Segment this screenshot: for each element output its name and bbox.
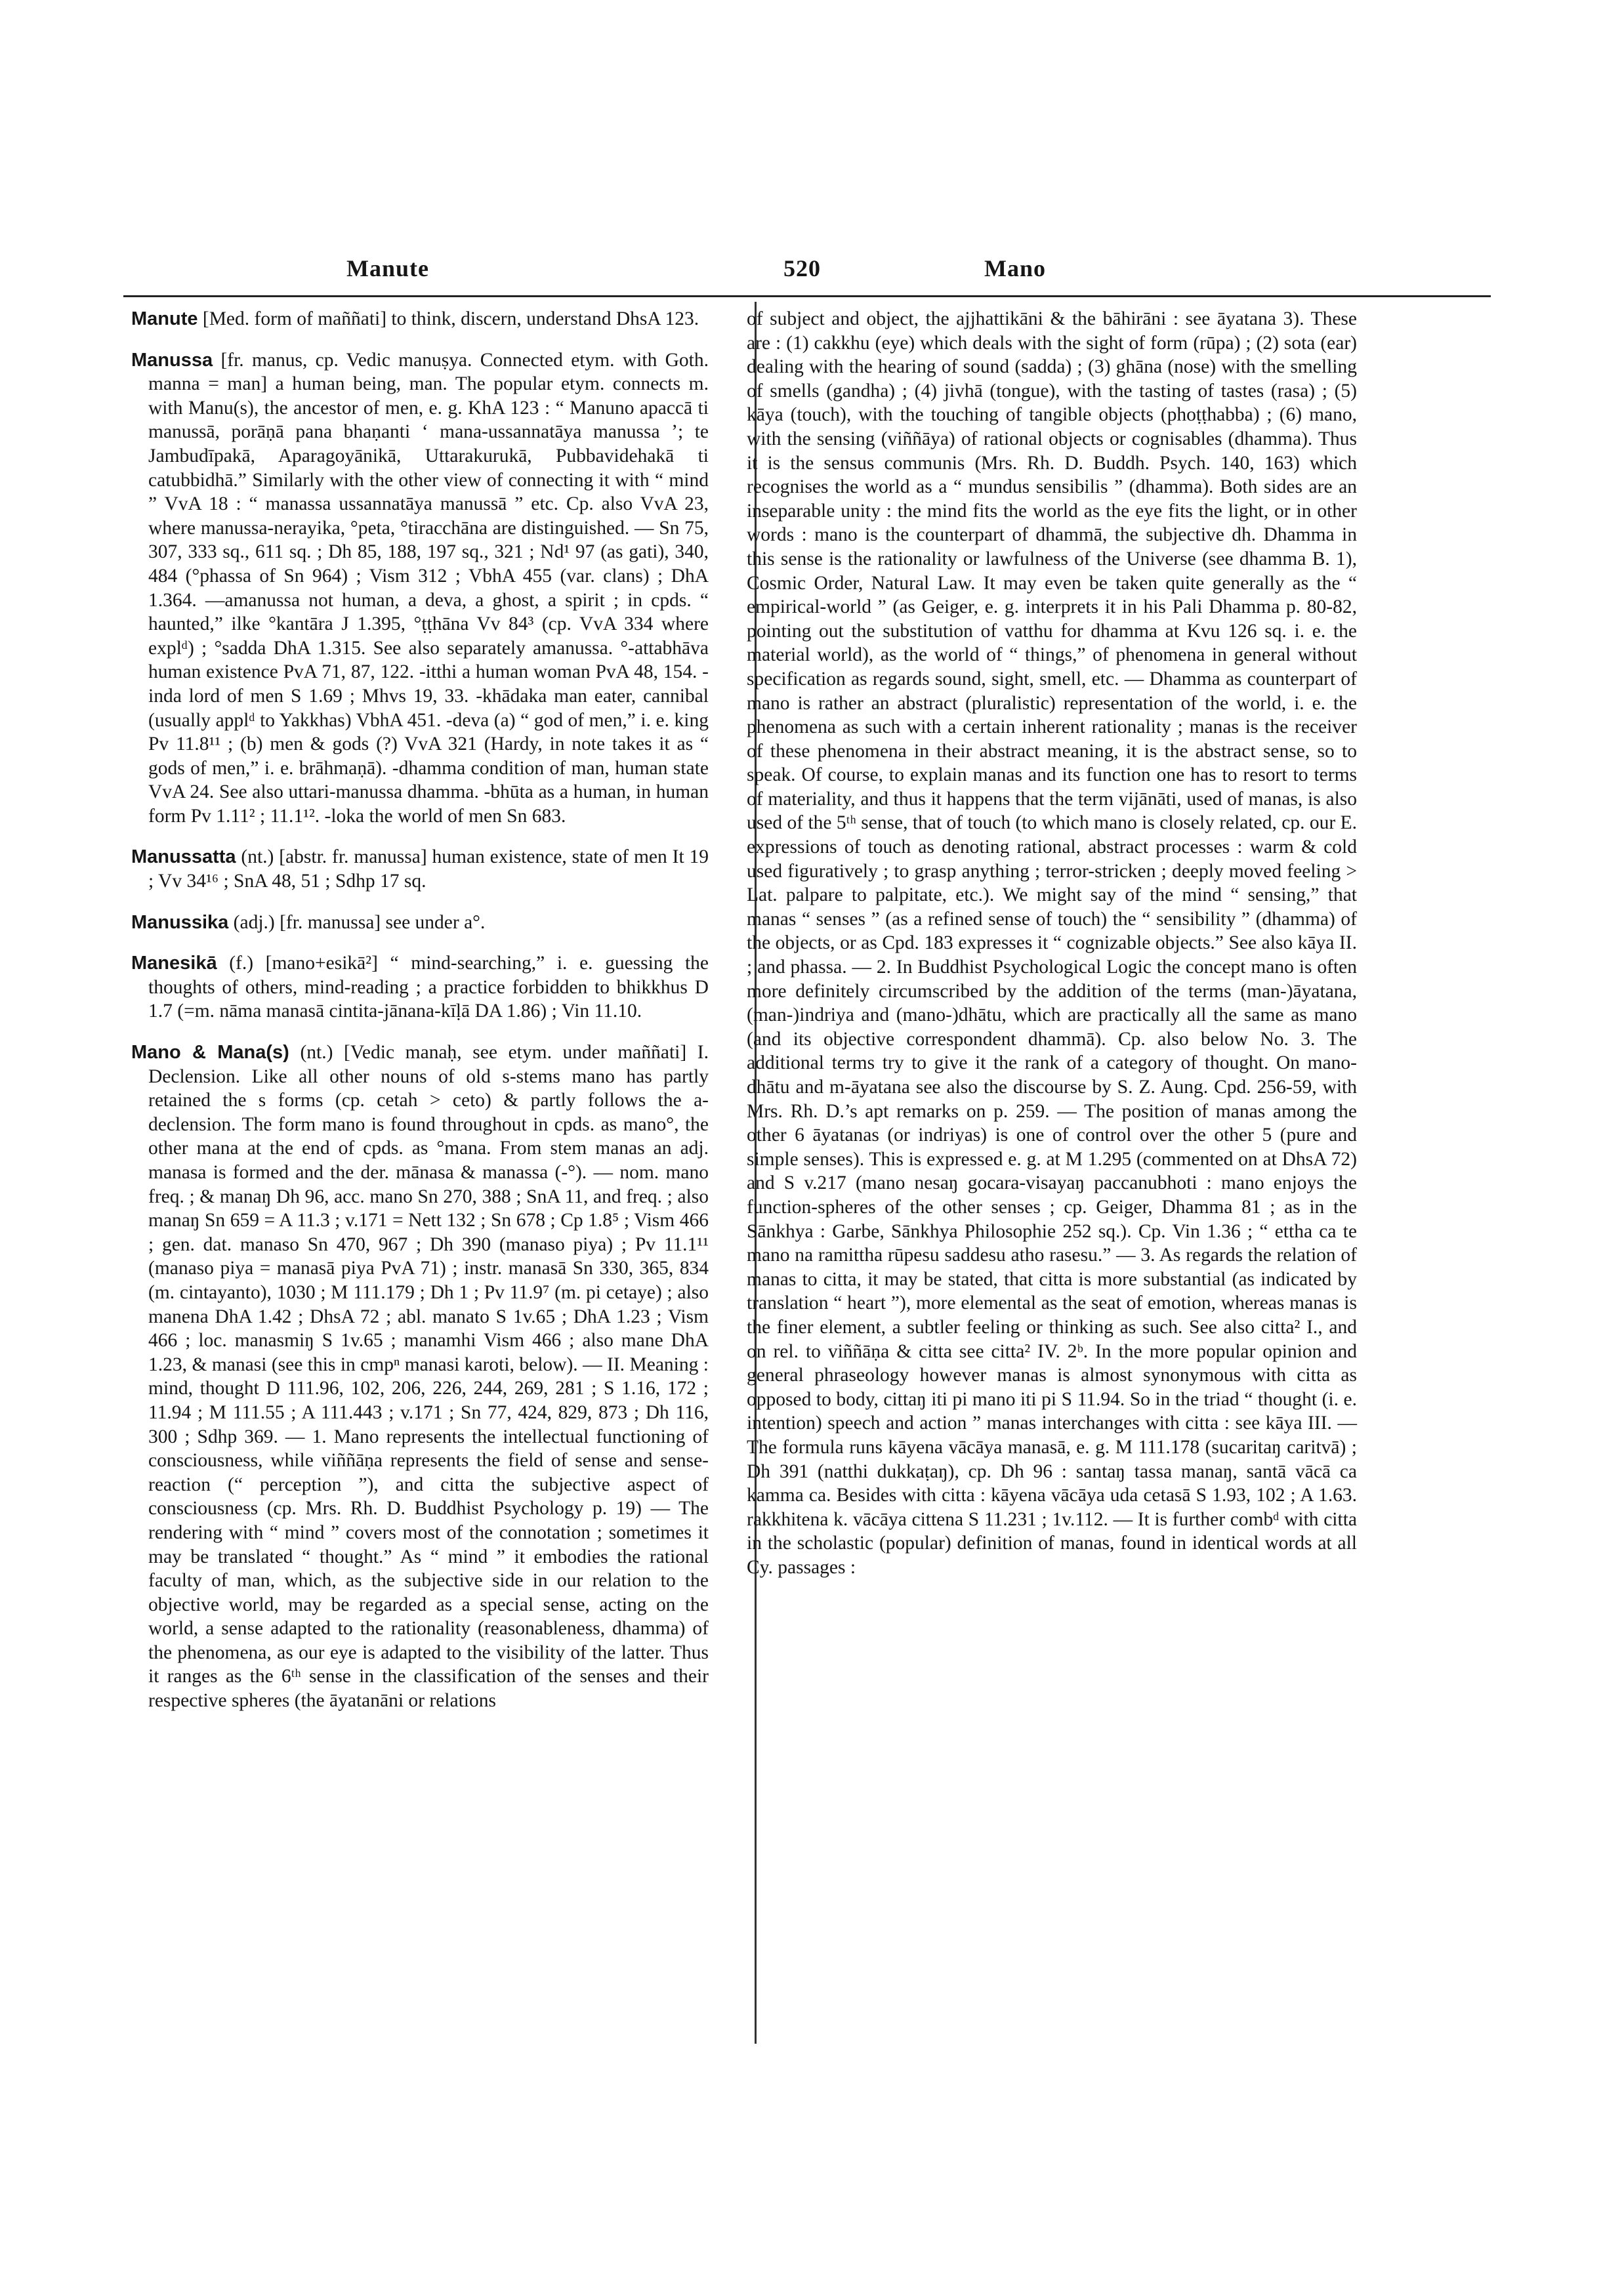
entry-manussatta bbox=[131, 845, 709, 893]
left-column bbox=[131, 307, 709, 1730]
entry-manute bbox=[131, 307, 709, 331]
right-column bbox=[747, 307, 1357, 1579]
page-number: 520 bbox=[783, 255, 821, 281]
entry-text: (f.) [mano+esikā²] “ mind-searching,” i. e. guessing the thoughts of others, mind-reading ; a practice forbidden to bhikkhus D 1.7 (=m. nāma manasā cintita-jānana-kīḷā DA 1.86) ; Vin 11.10. bbox=[148, 953, 709, 1022]
entry-mano-continued: of subject and object, the ajjhattikāni & the bāhirāni : see āyatana 3). These are : (1) cakkhu (eye) which deals with the sight of form (rūpa) ; (2) sota (ear) dealing with the hearing of sound (sadda) ; (3) ghāna (nose) with the smelling of smells (gandha) ; (4) jivhā (tongue), with the tasting of tastes (rasa) ; (5) kāya (touch), with the touching of tangible objects (phoṭṭhabba) ; (6) mano, with the sensing (viññāya) of rational objects or cognisables (dhamma). Thus it is the sensus communis (Mrs. Rh. D. Buddh. Psych. 140, 163) which recognises the world as a “ mundus sensibilis ” (dhamma). Both sides are an inseparable unity : the mind fits the world as the eye fits the light, or in other words : mano is the counterpart of dhammā, the subjective dh. Dhamma in this sense is the rationality or lawfulness of the Universe (see dhamma B. 1), Cosmic Order, Natural Law. It may even be taken quite generally as the “ empirical-world ” (as Geiger, e. g. interprets it in his Pali Dhamma p. 80-82, pointing out the substitution of vatthu for dhamma at Kvu 126 sq. i. e. the material world), as the world of “ things,” of phenomena in general without specification as regards sound, sight, smell, etc. — Dhamma as counterpart of mano is rather an abstract (pluralistic) representation of the world, i. e. the phenomena as such with a certain inherent rationality ; manas is the receiver of these phenomena in their abstract meaning, it is the abstract sense, so to speak. Of course, to explain manas and its function one has to resort to terms of materiality, and thus it happens that the term vijānāti, used of manas, is also used of the 5ᵗʰ sense, that of touch (to which mano is closely related, cp. our E. expressions of touch as denoting rational, abstract processes : warm & cold used figuratively ; to grasp anything ; terror-stricken ; deeply moved feeling > Lat. palpare to palpitate, etc.). We might say of the mind “ sensing,” that manas “ senses ” (as a refined sense of touch) the “ sensibility ” (dhamma) of the objects, or as Cpd. 183 expresses it “ cognizable objects.” See also kāya II. ; and phassa. — 2. In Buddhist Psychological Logic the concept mano is often more definitely circumscribed by the addition of the terms (man-)āyatana, (man-)indriya and (mano-)dhātu, which are practically all the same as mano (and its objective correspondent dhammā). Cp. also below No. 3. The additional terms try to give it the rank of a category of thought. On mano-dhātu and m-āyatana see also the discourse by S. Z. Aung. Cpd. 256-59, with Mrs. Rh. D.’s apt remarks on p. 259. — The position of manas among the other 6 āyatanas (or indriyas) is one of control over the other 5 (pure and simple senses). This is expressed e. g. at M 1.295 (commented on at DhsA 72) and S v.217 (mano nesaŋ gocara-visayaŋ paccanubhoti : mano enjoys the function-spheres of the other senses ; cp. Geiger, Dhamma 81 ; as in the Sānkhya : Garbe, Sānkhya Philosophie 252 sq.). Cp. Vin 1.36 ; “ ettha ca te mano na ramittha rūpesu saddesu atho rasesu.” — 3. As regards the relation of manas to citta, it may be stated, that citta is more substantial (as indicated by translation “ heart ”), more elemental as the seat of emotion, whereas manas is the finer element, a subtler feeling or thinking as such. See also citta² I., and on rel. to viññāṇa & citta see citta² IV. 2ᵇ. In the more popular opinion and general phraseology however manas is almost synonymous with citta as opposed to body, cittaŋ iti pi mano iti pi S 11.94. So in the triad “ thought (i. e. intention) speech and action ” manas interchanges with citta : see kāya III. — The formula runs kāyena vācāya manasā, e. g. M 111.178 (sucaritaŋ caritvā) ; Dh 391 (natthi dukkaṭaŋ), cp. Dh 96 : santaŋ tassa manaŋ, santā vācā ca kamma ca. Besides with citta : kāyena vācāya uda cetasā S 1.93, 102 ; A 1.63. rakkhitena k. vācāya cittena S 11.231 ; 1v.112. — It is further combᵈ with citta in the scholastic (popular) definition of manas, found in identical words at all Cy. passages : bbox=[747, 308, 1357, 1578]
entry-text: (nt.) [Vedic manaḥ, see etym. under maññati] I. Declension. Like all other nouns of old s-stems mano has partly retained the s forms (cp. cetah > ceto) & partly follows the a-declension. The form mano is found throughout in cpds. as mano°, the other mana at the end of cpds. as °mana. From stem manas an adj. manasa is formed and the der. mānasa & manassa (-°). — nom. mano freq. ; & manaŋ Dh 96, acc. mano Sn 270, 388 ; SnA 11, and freq. ; also manaŋ Sn 659 = A 11.3 ; v.171 = Nett 132 ; Sn 678 ; Cp 1.8⁵ ; Vism 466 ; gen. dat. manaso Sn 470, 967 ; Dh 390 (manaso piya) ; Pv 11.1¹¹ (manaso piya = manasā piya PvA 71) ; instr. manasā Sn 330, 365, 834 (m. cintayanto), 1030 ; M 111.179 ; Dh 1 ; Pv 11.9⁷ (m. pi cetaye) ; also manena DhA 1.42 ; DhsA 72 ; abl. manato S 1v.65 ; DhA 1.23 ; Vism 466 ; loc. manasmiŋ S 1v.65 ; manamhi Vism 466 ; also mane DhA 1.23, & manasi (see this in cmpⁿ manasi karoti, below). — II. Meaning : mind, thought D 111.96, 102, 206, 226, 244, 269, 281 ; S 1.16, 172 ; 11.94 ; M 111.55 ; A 111.443 ; v.171 ; Sn 77, 424, 829, 873 ; Dh 116, 300 ; Sdhp 369. — 1. Mano represents the intellectual functioning of consciousness, while viññāṇa represents the field of sense and sense-reaction (“ perception ”), and citta the subjective aspect of consciousness (cp. Mrs. Rh. D. Buddhist Psychology p. 19) — The rendering with “ mind ” covers most of the connotation ; sometimes it may be translated “ thought.” As “ mind ” it embodies the rational faculty of man, which, as the subjective side in our relation to the objective world, may be regarded as a special sense, acting on the world, a sense adapted to the rationality (reasonableness, dhamma) of the phenomena, as our eye is adapted to the visibility of the latter. Thus it ranges as the 6ᵗʰ sense in the classification of the senses and their respective spheres (the āyatanāni or relations bbox=[148, 1042, 709, 1712]
running-head-right: Mano bbox=[984, 255, 1046, 281]
headword: Manussika bbox=[131, 911, 229, 933]
entry-text: [Med. form of maññati] to think, discern, understand DhsA 123. bbox=[202, 308, 699, 329]
entry-manussa bbox=[131, 348, 709, 829]
entry-text: (nt.) [abstr. fr. manussa] human existence, state of men It 19 ; Vv 34¹⁶ ; SnA 48, 51 ; Sdhp 17 sq. bbox=[148, 846, 709, 892]
running-head-left: Manute bbox=[346, 255, 429, 281]
headword: Manussatta bbox=[131, 846, 236, 868]
headword: Manute bbox=[131, 308, 198, 329]
headword: Manussa bbox=[131, 349, 213, 371]
entry-mano bbox=[131, 1041, 709, 1713]
entry-manussika bbox=[131, 911, 709, 935]
entry-text: (adj.) [fr. manussa] see under a°. bbox=[233, 911, 486, 933]
entry-text: [fr. manus, cp. Vedic manuṣya. Connected etym. with Goth. manna = man] a human being, man. The popular etym. connects m. with Manu(s), the ancestor of men, e. g. KhA 123 : “ Manuno apaccā ti manussā, porāṇā pana bhaṇanti ‘ mana-ussannatāya manussa ’; te Jambudīpakā, Aparagoyānikā, Uttarakurukā, Pubbavidehakā ti catubbidhā.” Similarly with the other view of connecting it with “ mind ” VvA 18 : “ manassa ussannatāya manussā ” etc. Cp. also VvA 23, where manussa-nerayika, °peta, °tiracchāna are distinguished. — Sn 75, 307, 333 sq., 611 sq. ; Dh 85, 188, 197 sq., 321 ; Nd¹ 97 (as gati), 340, 484 (°phassa of Sn 964) ; Vism 312 ; VbhA 455 (var. clans) ; DhA 1.364. —amanussa not human, a deva, a ghost, a spirit ; in cpds. “ haunted,” ilke °kantāra J 1.395, °ṭṭhāna Vv 84³ (cp. VvA 334 where explᵈ) ; °sadda DhA 1.315. See also separately amanussa. °-attabhāva human existence PvA 71, 87, 122. -itthi a human woman PvA 48, 154. -inda lord of men S 1.69 ; Mhvs 19, 33. -khādaka man eater, cannibal (usually applᵈ to Yakkhas) VbhA 451. -deva (a) “ god of men,” i. e. king Pv 11.8¹¹ ; (b) men & gods (?) VvA 321 (Hardy, in note takes it as “ gods of men,” i. e. brāhmaṇā). -dhamma condition of man, human state VvA 24. See also uttari-manussa dhamma. -bhūta as a human, in human form Pv 1.11² ; 11.1¹². -loka the world of men Sn 683. bbox=[148, 349, 709, 827]
entry-manesika bbox=[131, 951, 709, 1023]
headword: Manesikā bbox=[131, 953, 217, 974]
header-rule bbox=[123, 295, 1491, 297]
headword: Mano & Mana(s) bbox=[131, 1042, 289, 1064]
